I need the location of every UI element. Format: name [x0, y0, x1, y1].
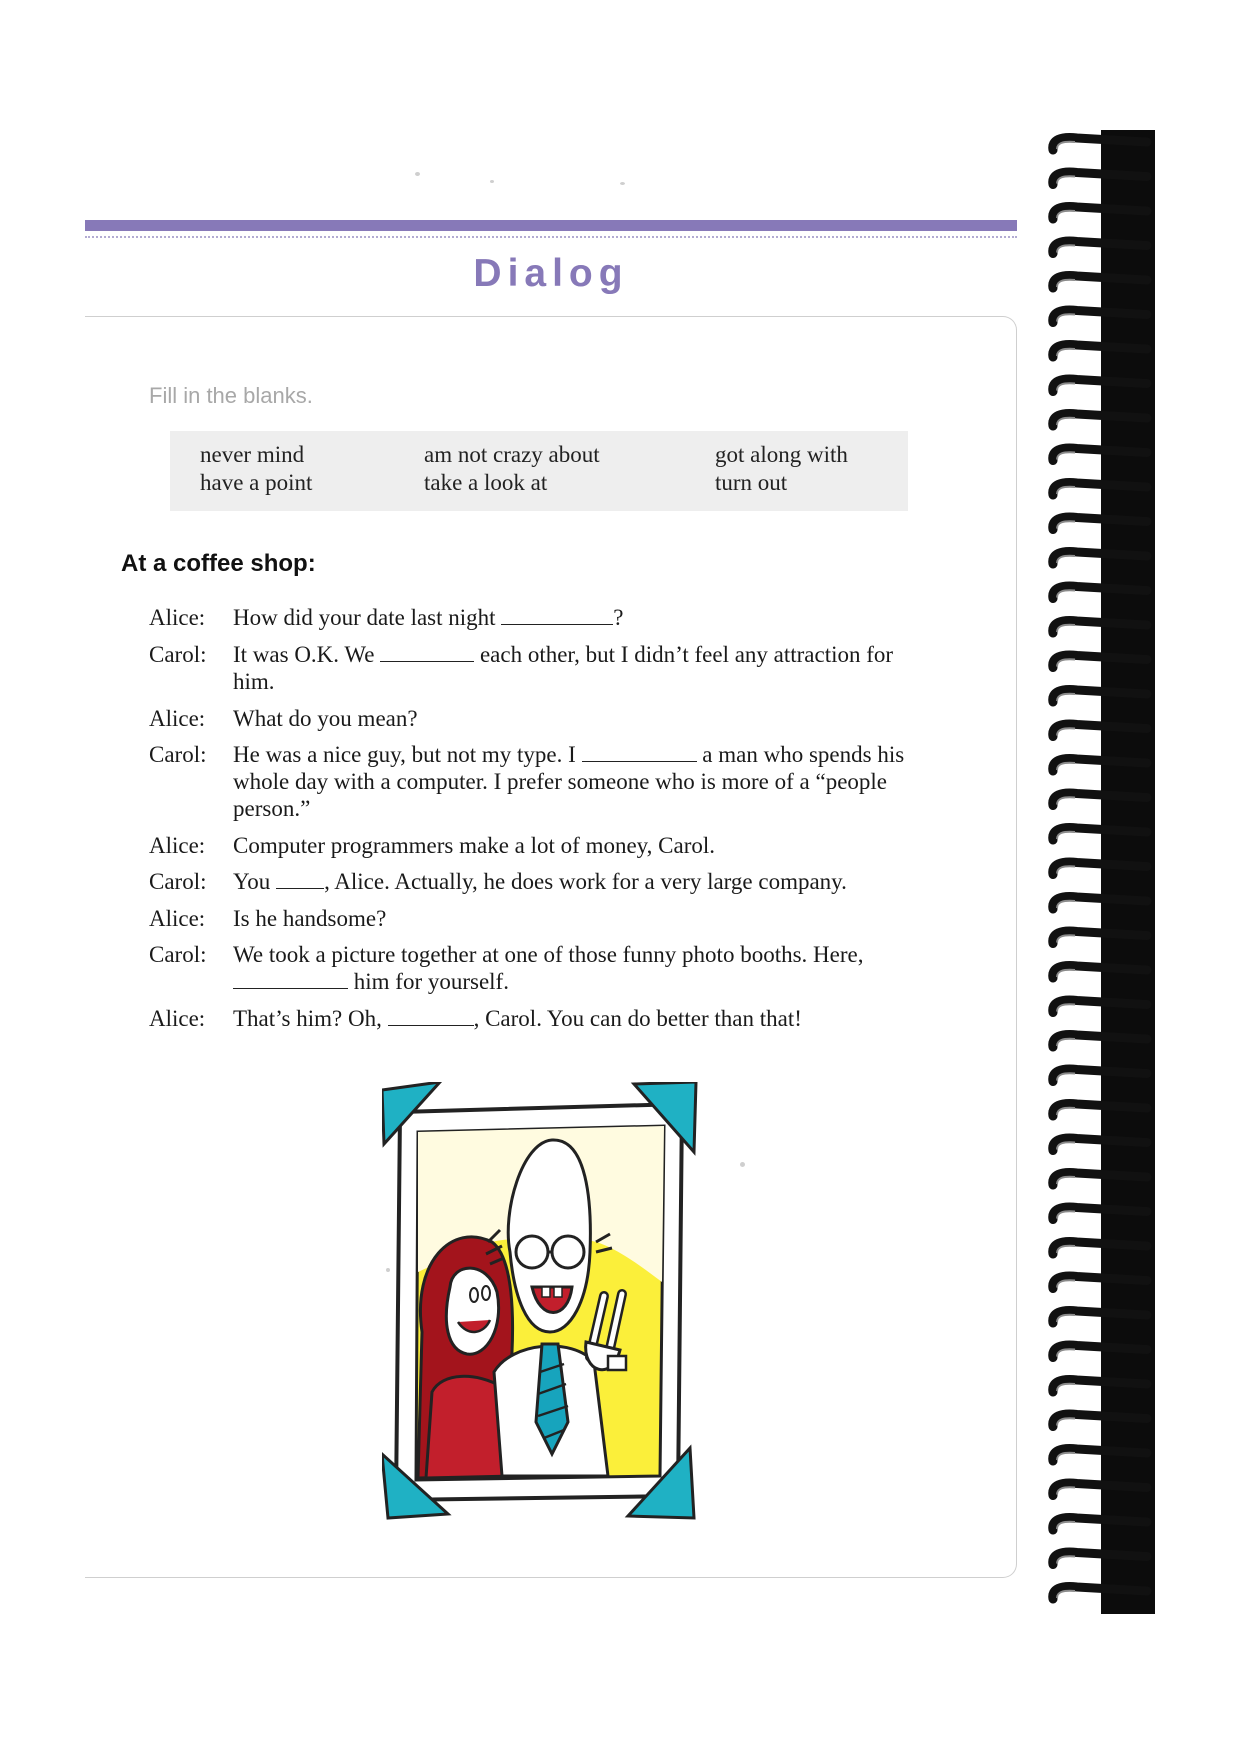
spiral-coil-highlight: [1057, 383, 1075, 390]
dotted-rule: [85, 236, 1017, 238]
spiral-coil-highlight: [1057, 521, 1075, 528]
dialog-text: That’s him? Oh,: [233, 1006, 388, 1031]
speaker-label: Alice:: [149, 605, 206, 630]
spiral-coil-highlight: [1057, 1280, 1075, 1287]
dialog-text: , Carol. You can do better than that!: [473, 1006, 802, 1031]
spiral-coil-highlight: [1057, 1384, 1075, 1391]
spiral-coil-highlight: [1057, 728, 1075, 735]
spiral-coil-highlight: [1057, 556, 1075, 563]
spiral-coil-highlight: [1057, 349, 1075, 356]
scan-speck: [415, 172, 420, 176]
spiral-coil-highlight: [1057, 487, 1075, 494]
dialog-text: It was O.K. We: [233, 642, 381, 667]
dialog-text: Is he handsome?: [233, 906, 387, 931]
spiral-coil-highlight: [1057, 970, 1075, 977]
answer-blank[interactable]: [276, 870, 324, 889]
spiral-coil-highlight: [1057, 1591, 1075, 1598]
dialog-text: What do you mean?: [233, 706, 418, 731]
dialog-text: him for yourself.: [348, 969, 509, 994]
spiral-coil-highlight: [1057, 1487, 1075, 1494]
spiral-coil-highlight: [1057, 763, 1075, 770]
spiral-coil-highlight: [1057, 1453, 1075, 1460]
section-heading: At a coffee shop:: [121, 550, 316, 577]
spiral-coil-highlight: [1057, 418, 1075, 425]
speaker-label: Alice:: [149, 1006, 206, 1031]
spiral-coil-highlight: [1057, 1142, 1075, 1149]
answer-blank[interactable]: [501, 606, 613, 625]
answer-blank[interactable]: [582, 743, 697, 762]
spiral-coil-highlight: [1057, 625, 1075, 632]
spiral-coil-highlight: [1057, 1108, 1075, 1115]
dialog-text: , Alice. Actually, he does work for a very large company.: [324, 869, 847, 894]
spiral-coil-highlight: [1057, 280, 1075, 287]
spiral-coil-highlight: [1057, 1004, 1075, 1011]
spiral-coil-highlight: [1057, 694, 1075, 701]
dialog-text: He was a nice guy, but not my type. I: [233, 742, 582, 767]
spiral-coil-highlight: [1057, 452, 1075, 459]
scan-speck: [490, 180, 494, 183]
spiral-coil-highlight: [1057, 1177, 1075, 1184]
spiral-coil-highlight: [1057, 1522, 1075, 1529]
photo-booth-illustration: [382, 1082, 700, 1522]
spiral-coil-highlight: [1057, 1246, 1075, 1253]
dialog-text: We took a picture together at one of those funny photo booths. Here,: [233, 942, 864, 967]
dialog-text: a man who spends his whole day with a computer. I prefer someone who is more of a “people person.”: [233, 742, 905, 821]
header-rule: [85, 220, 1017, 231]
instructions: Fill in the blanks.: [149, 383, 313, 408]
answer-blank[interactable]: [233, 970, 348, 989]
spiral-coil-highlight: [1057, 1349, 1075, 1356]
page-title: Dialog: [473, 252, 629, 295]
word-bank: [170, 431, 908, 511]
spiral-coil-highlight: [1057, 1418, 1075, 1425]
dialog-text: ?: [613, 605, 624, 630]
speaker-label: Carol:: [149, 942, 207, 967]
speaker-label: Carol:: [149, 742, 207, 767]
word-bank-item: never mind: [200, 442, 305, 467]
spiral-coil-highlight: [1057, 245, 1075, 252]
dialog-text: each other, but I didn’t feel any attraction for him.: [233, 642, 894, 694]
word-bank-item: got along with: [715, 442, 848, 467]
spiral-binding: [1047, 130, 1155, 1614]
spiral-coil-highlight: [1057, 797, 1075, 804]
spiral-coil-highlight: [1057, 1315, 1075, 1322]
spiral-coil-highlight: [1057, 314, 1075, 321]
spiral-coil-highlight: [1057, 1211, 1075, 1218]
speaker-label: Alice:: [149, 906, 206, 931]
speaker-label: Carol:: [149, 869, 207, 894]
spiral-coil-highlight: [1057, 866, 1075, 873]
dialog-text: How did your date last night: [233, 605, 502, 630]
spiral-coil-highlight: [1057, 935, 1075, 942]
scan-speck: [620, 182, 625, 185]
word-bank-item: have a point: [200, 470, 313, 495]
spiral-coil-highlight: [1057, 211, 1075, 218]
answer-blank[interactable]: [388, 1007, 474, 1026]
word-bank-item: turn out: [715, 470, 788, 495]
spiral-coil-highlight: [1057, 1556, 1075, 1563]
spiral-coil-highlight: [1057, 1039, 1075, 1046]
spiral-coil-highlight: [1057, 832, 1075, 839]
answer-blank[interactable]: [380, 643, 474, 662]
speaker-label: Alice:: [149, 833, 206, 858]
word-bank-item: am not crazy about: [424, 442, 600, 467]
dialog-text: Computer programmers make a lot of money, Carol.: [233, 833, 716, 858]
spiral-coil-highlight: [1057, 590, 1075, 597]
speaker-label: Carol:: [149, 642, 207, 667]
spiral-coil-highlight: [1057, 1073, 1075, 1080]
spiral-coil-highlight: [1057, 901, 1075, 908]
spiral-coil-highlight: [1057, 176, 1075, 183]
word-bank-item: take a look at: [424, 470, 548, 495]
dialog-text: You: [233, 869, 277, 894]
speaker-label: Alice:: [149, 706, 206, 731]
spiral-coil-highlight: [1057, 142, 1075, 149]
spiral-coil-highlight: [1057, 659, 1075, 666]
